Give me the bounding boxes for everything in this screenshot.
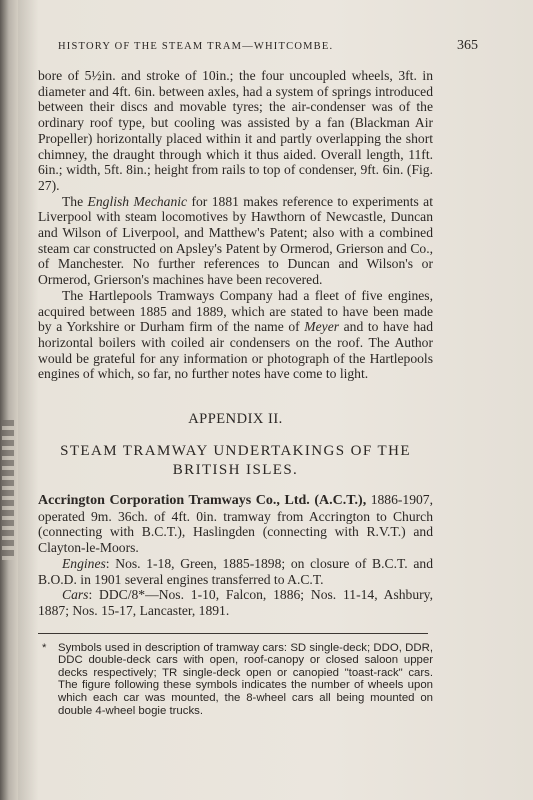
page-number: 365 [457, 38, 478, 53]
cars-label: Cars [62, 587, 89, 603]
adjacent-page-illustration [2, 420, 14, 560]
running-title: HISTORY OF THE STEAM TRAM—WHITCOMBE. [58, 41, 334, 52]
maker-name: Meyer [304, 319, 340, 335]
entry-engines: Engines: Nos. 1-18, Green, 1885-1898; on closure of B.C.T. and B.O.D. in 1901 several engines transferred to A.C.T. [38, 555, 433, 587]
entry-summary: Accrington Corporation Tramways Co., Ltd. (A.C.T.), 1886-1907, operated 9m. 36ch. of 4ft. 0in. tramway from Accrington to Church (connecting with B.C.T.), Haslingden (connecting with R.V.T.) and Clayton-le-Moors. [38, 492, 433, 556]
adjacent-page-edge [0, 0, 20, 800]
page-body [38, 68, 433, 717]
periodical-title: English Mechanic [87, 193, 188, 209]
running-header [58, 38, 478, 54]
book-page [18, 0, 533, 800]
paragraph-hartlepools: The Hartlepools Tramways Company had a fleet of five engines, acquired between 1885 and 1889, which are stated to have been made by a Yorkshire or Durham firm of the name of Meyer and to have had horizontal boilers with coiled air condensers on the roof. The Author would be grateful for any information or photograph of the Hartlepools engines of which, so far, no further notes have come to light. [38, 287, 433, 382]
tramway-entry [38, 492, 433, 619]
footnote-text: Symbols used in description of tramway cars: SD single-deck; DDO, DDR, DDC double-deck cars with open, roof-canopy or closed saloon upper decks respectively; TR single-deck open or canopied "toast-rack" cars. The figure following these symbols indicates the number of wheels upon which each car was mounted, the 8-wheel cars all being mounted on double 4-wheel bogie trucks. [58, 641, 433, 717]
entry-cars: Cars: DDC/8*—Nos. 1-10, Falcon, 1886; Nos. 11-14, Ashbury, 1887; Nos. 15-17, Lancaster, 1891. [38, 587, 433, 618]
footnote-mark: * [42, 641, 47, 654]
paragraph-english-mechanic: The English Mechanic for 1881 makes reference to experiments at Liverpool with steam locomotives by Hawthorn of Newcastle, Duncan and Wilson of Liverpool, and Matthew's Patent; also with a combined steam car constructed on Apsley's Patent by Ormerod, Grierson and Co., of Manchester. No further references to Duncan and Wilson's or Ormerod, Grierson's machines have been recovered. [38, 193, 433, 288]
company-name: Accrington Corporation Tramways Co., Ltd. (A.C.T.), [38, 493, 367, 509]
appendix-section-title: STEAM TRAMWAY UNDERTAKINGS OF THE BRITISH ISLES. [60, 443, 411, 479]
engines-label: Engines [62, 555, 106, 571]
appendix-heading: APPENDIX II. [188, 411, 283, 428]
footnote-rule [38, 633, 428, 634]
paragraph-engine-specs: bore of 5½in. and stroke of 10in.; the four uncoupled wheels, 3ft. in diameter and 4ft. 6in. between axles, had a system of springs introduced between their discs and movable tyres; the air-condenser was of the ordinary roof type, but cooling was assisted by a fan (Blackman Air Propeller) horizontally placed within it and partly overlapping the short chimney, the draught through which it thus aided. Overall length, 11ft. 6in.; width, 5ft. 8in.; height from rails to top of condenser, 9ft. 6in. (Fig. 27). [38, 68, 433, 193]
footnote [38, 642, 433, 718]
